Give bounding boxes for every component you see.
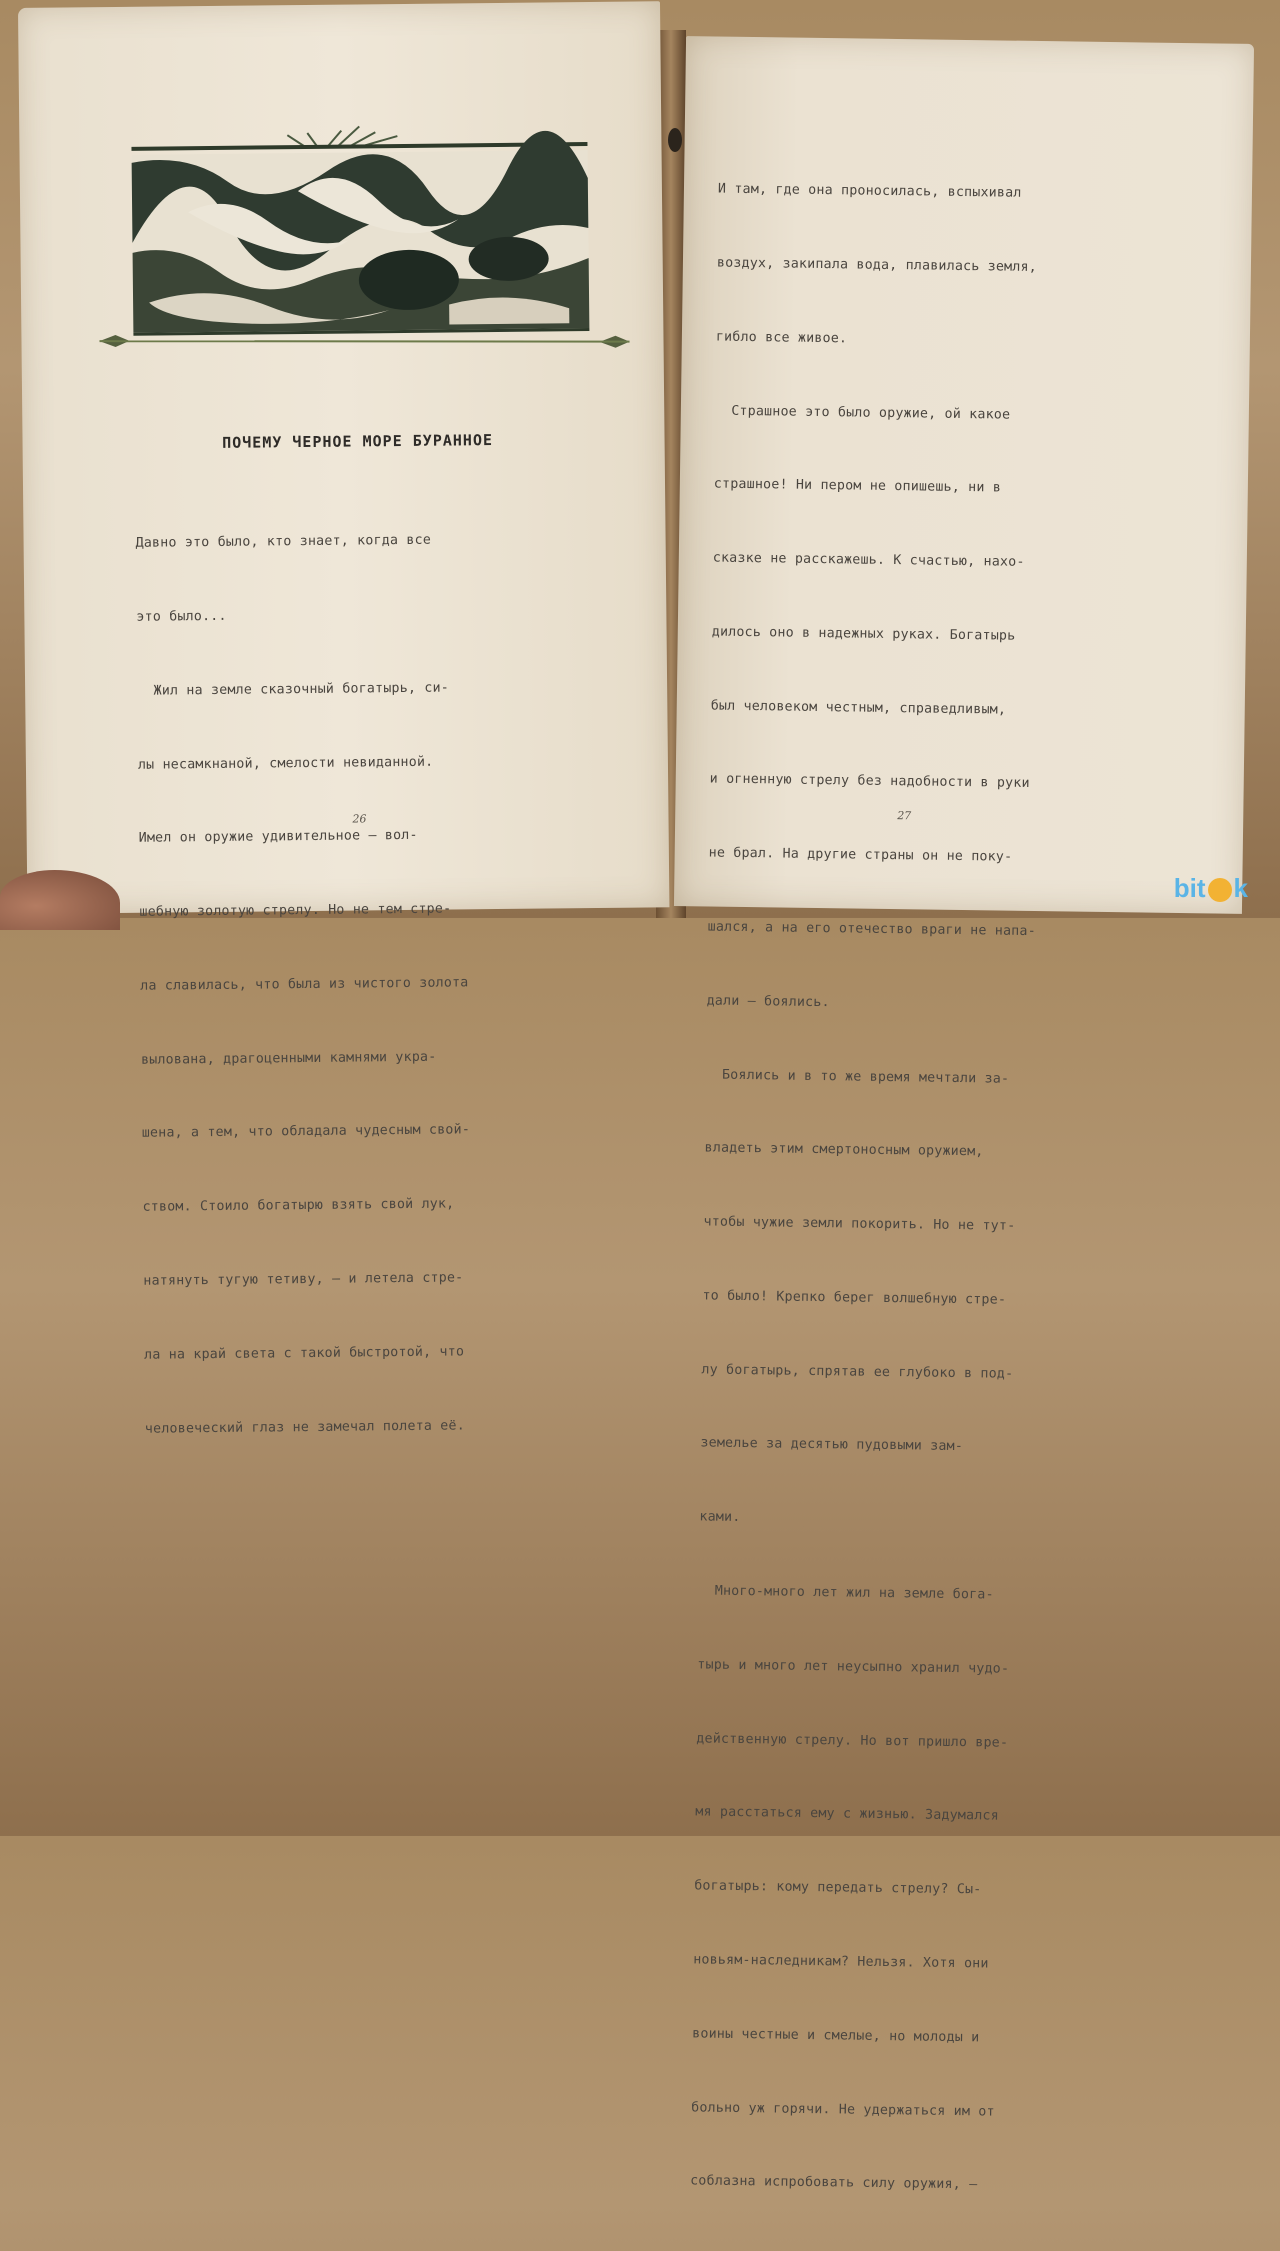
text-line: Боялись и в то же время мечтали за- bbox=[705, 1067, 1010, 1087]
chapter-title: ПОЧЕМУ ЧЕРНОЕ МОРЕ БУРАННОЕ bbox=[222, 431, 494, 452]
right-page-text bbox=[689, 129, 1047, 2248]
text-line: не брал. На другие страны он не поку- bbox=[708, 845, 1013, 865]
left-page bbox=[18, 1, 669, 1437]
text-line: и огненную стрелу без надобности в руки bbox=[709, 771, 1030, 792]
text-line: Жил на земле сказочный богатырь, си- bbox=[137, 680, 450, 699]
page-number-left: 26 bbox=[352, 812, 367, 826]
text-line: Много-много лет жил на земле бога- bbox=[698, 1583, 994, 1603]
text-line: лу богатырь, спрятав ее глубоко в под- bbox=[701, 1362, 1014, 1382]
text-line: воины честные и смелые, но молоды и bbox=[692, 2026, 980, 2046]
text-line: новьям-наследникам? Нельзя. Хотя они bbox=[693, 1952, 989, 1972]
text-line: И там, где она проносилась, вспыхивал bbox=[717, 181, 1022, 201]
sea-rocks-engraving bbox=[127, 128, 593, 347]
text-line: тырь и много лет неусыпно хранил чудо- bbox=[697, 1657, 1010, 1677]
page-number-right: 27 bbox=[897, 809, 912, 823]
text-line: владеть этим смертоносным оружием, bbox=[704, 1140, 984, 1160]
left-page-text bbox=[135, 479, 474, 1491]
text-line: богатырь: кому передать стрелу? Сы- bbox=[694, 1878, 982, 1898]
text-line: ла славилась, что была из чистого золота bbox=[140, 975, 469, 994]
watermark-text-before: bit bbox=[1173, 873, 1206, 903]
text-line: Страшное это было оружие, ой какое bbox=[714, 403, 1011, 423]
watermark-logo bbox=[1174, 873, 1248, 904]
text-line: сказке не расскажешь. К счастью, нахо- bbox=[712, 550, 1025, 570]
watermark-text-after: k bbox=[1233, 873, 1248, 903]
text-line: вылована, драгоценными камнями укра- bbox=[140, 1049, 437, 1068]
text-line: чтобы чужие земли покорить. Но не тут- bbox=[703, 1214, 1016, 1234]
text-line: соблазна испробовать силу оружия, — bbox=[690, 2173, 978, 2193]
text-line: ством. Стоило богатырю взять свой лук, bbox=[142, 1196, 455, 1215]
text-line: Давно это было, кто знает, когда все bbox=[135, 532, 432, 551]
text-line: то было! Крепко берег волшебную стре- bbox=[702, 1288, 1007, 1308]
text-line: это было... bbox=[136, 608, 227, 625]
text-line: шался, а на его отечество враги не напа- bbox=[707, 919, 1036, 940]
text-line: ками. bbox=[699, 1509, 741, 1526]
text-line: действенную стрелу. Но вот пришло вре- bbox=[696, 1730, 1009, 1751]
text-line: мя расстаться ему с жизнью. Задумался bbox=[695, 1804, 999, 1824]
text-line: шебную золотую стрелу. Но не тем стре- bbox=[139, 901, 452, 920]
text-line: Имел он оружие удивительное — вол- bbox=[138, 828, 418, 847]
text-line: человеческий глаз не замечал полета её. bbox=[144, 1417, 465, 1437]
text-line: дилось оно в надежных руках. Богатырь bbox=[711, 624, 1016, 644]
text-line: лы несамкнаной, смелости невиданной. bbox=[137, 754, 434, 773]
binding-hole bbox=[668, 128, 682, 152]
text-line: дали — боялись. bbox=[706, 993, 830, 1010]
coin-icon bbox=[1208, 878, 1232, 902]
text-line: больно уж горячи. Не удержаться им от bbox=[691, 2099, 995, 2120]
text-line: ла на край света с такой быстротой, что bbox=[144, 1344, 465, 1363]
text-line: страшное! Ни пером не опишешь, ни в bbox=[713, 476, 1002, 496]
text-line: гибло все живое. bbox=[715, 329, 848, 347]
text-line: шена, а тем, что обладала чудесным свой- bbox=[141, 1122, 471, 1142]
text-line: воздух, закипала вода, плавилась земля, bbox=[716, 255, 1038, 275]
text-line: был человеком честным, справедливым, bbox=[710, 698, 1007, 718]
chapter-illustration bbox=[127, 128, 593, 347]
right-page bbox=[674, 36, 1254, 2193]
text-line: земелье за десятью пудовыми зам- bbox=[700, 1435, 964, 1455]
text-line: натянуть тугую тетиву, — и летела стре- bbox=[143, 1270, 464, 1289]
